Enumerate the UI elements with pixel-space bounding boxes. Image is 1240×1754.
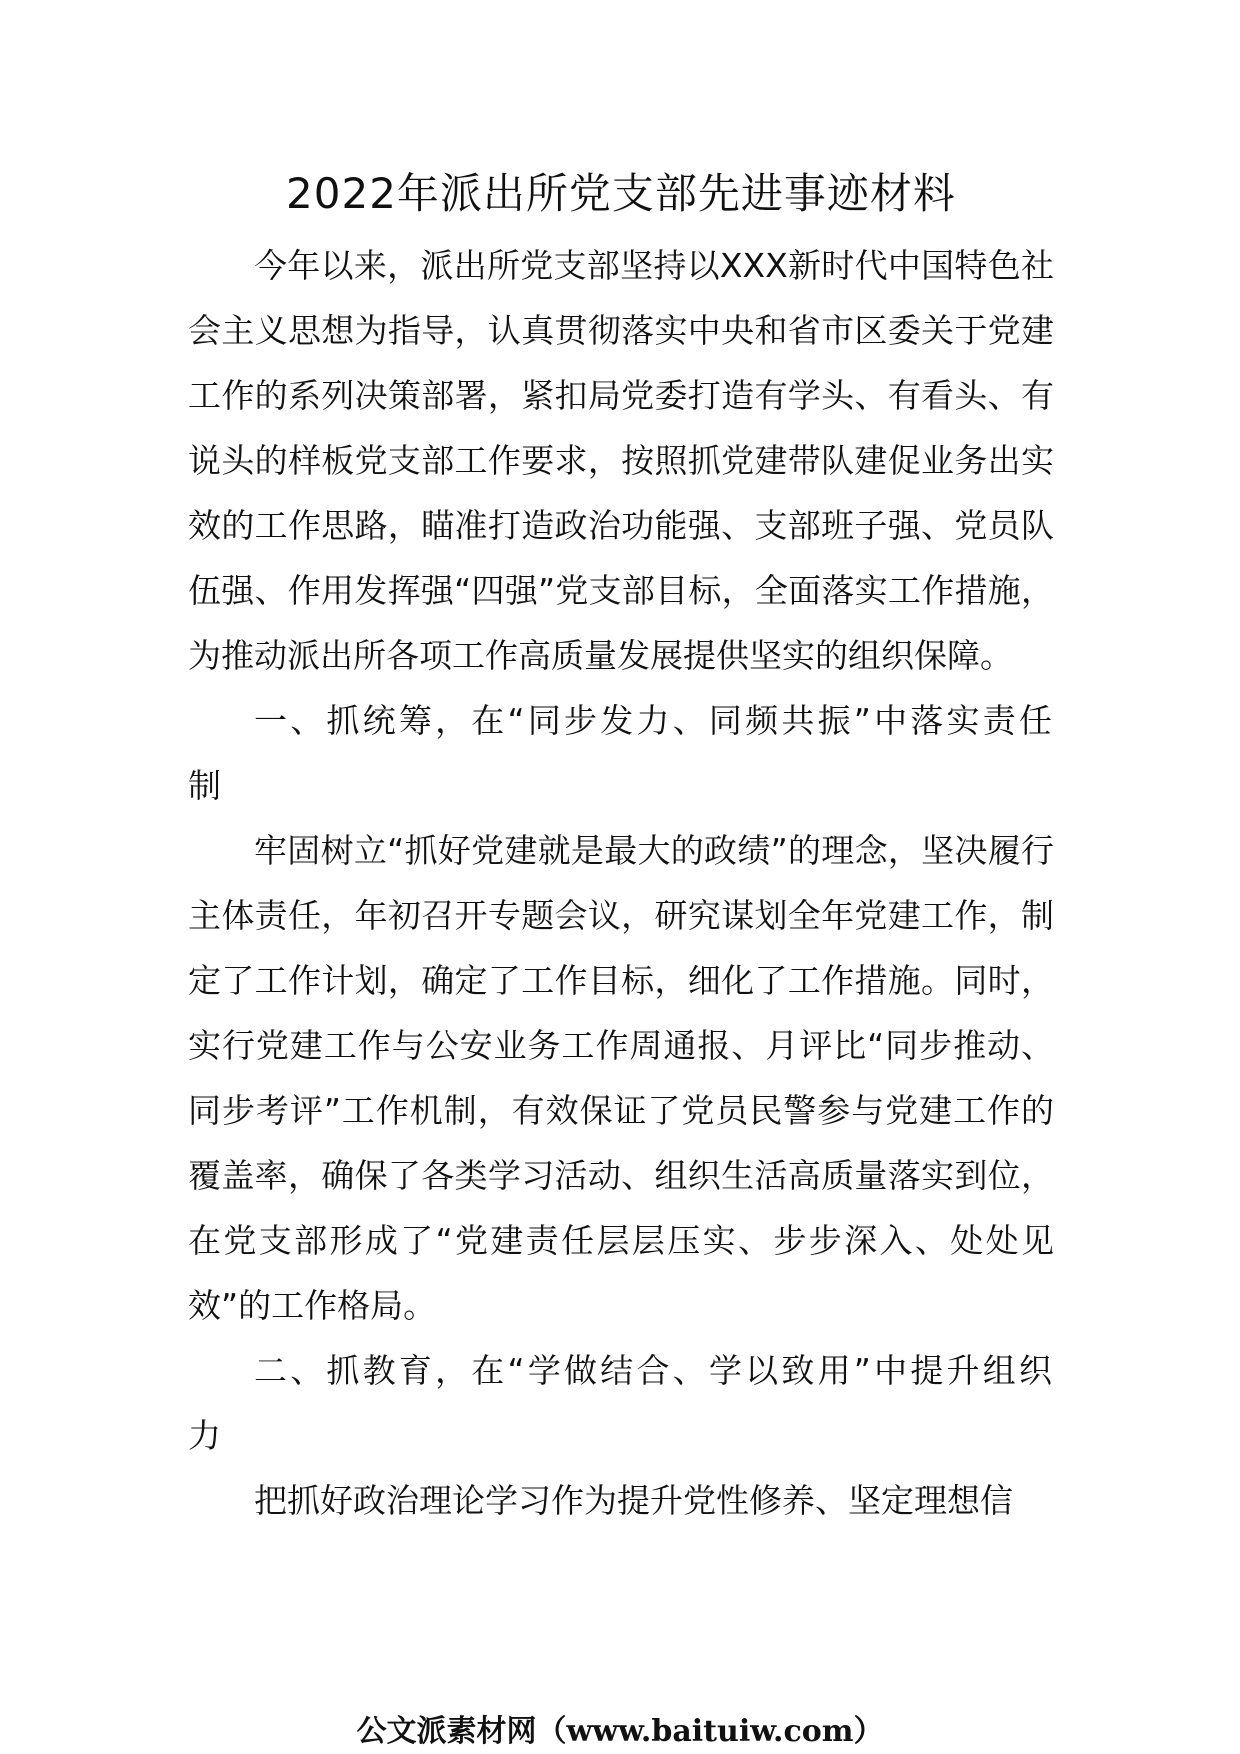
paragraph-intro: 今年以来，派出所党支部坚持以XXX新时代中国特色社会主义思想为指导，认真贯彻落实中央和省市区委关于党建工作的系列决策部署，紧扣局党委打造有学头、有看头、有说头的样板党支部工作要求，按照抓党建带队建促业务出实效的工作思路，瞄准打造政治功能强、支部班子强、党员队伍强、作用发挥强“四强”党支部目标，全面落实工作措施，为推动派出所各项工作高质量发展提供坚实的组织保障。 bbox=[188, 246, 1054, 675]
document-body bbox=[188, 233, 1054, 1533]
section-heading-2: 二、抓教育，在“学做结合、学以致用”中提升组织力 bbox=[188, 1351, 1054, 1455]
paragraph-section-2: 把抓好政治理论学习作为提升党性修养、坚定理想信 bbox=[254, 1481, 1013, 1520]
document-title: 2022年派出所党支部先进事迹材料 bbox=[286, 169, 956, 218]
paragraph-section-1: 牢固树立“抓好党建就是最大的政绩”的理念，坚决履行主体责任，年初召开专题会议，研究谋划全年党建工作，制定了工作计划，确定了工作目标，细化了工作措施。同时，实行党建工作与公安业务工作周通报、月评比“同步推动、同步考评”工作机制，有效保证了党员民警参与党建工作的覆盖率，确保了各类学习活动、组织生活高质量落实到位，在党支部形成了“党建责任层层压实、步步深入、处处见效”的工作格局。 bbox=[188, 831, 1054, 1325]
section-heading-1: 一、抓统筹，在“同步发力、同频共振”中落实责任制 bbox=[188, 701, 1054, 805]
footer-watermark: 公文派素材网（www.baituiw.com） bbox=[356, 1714, 884, 1749]
